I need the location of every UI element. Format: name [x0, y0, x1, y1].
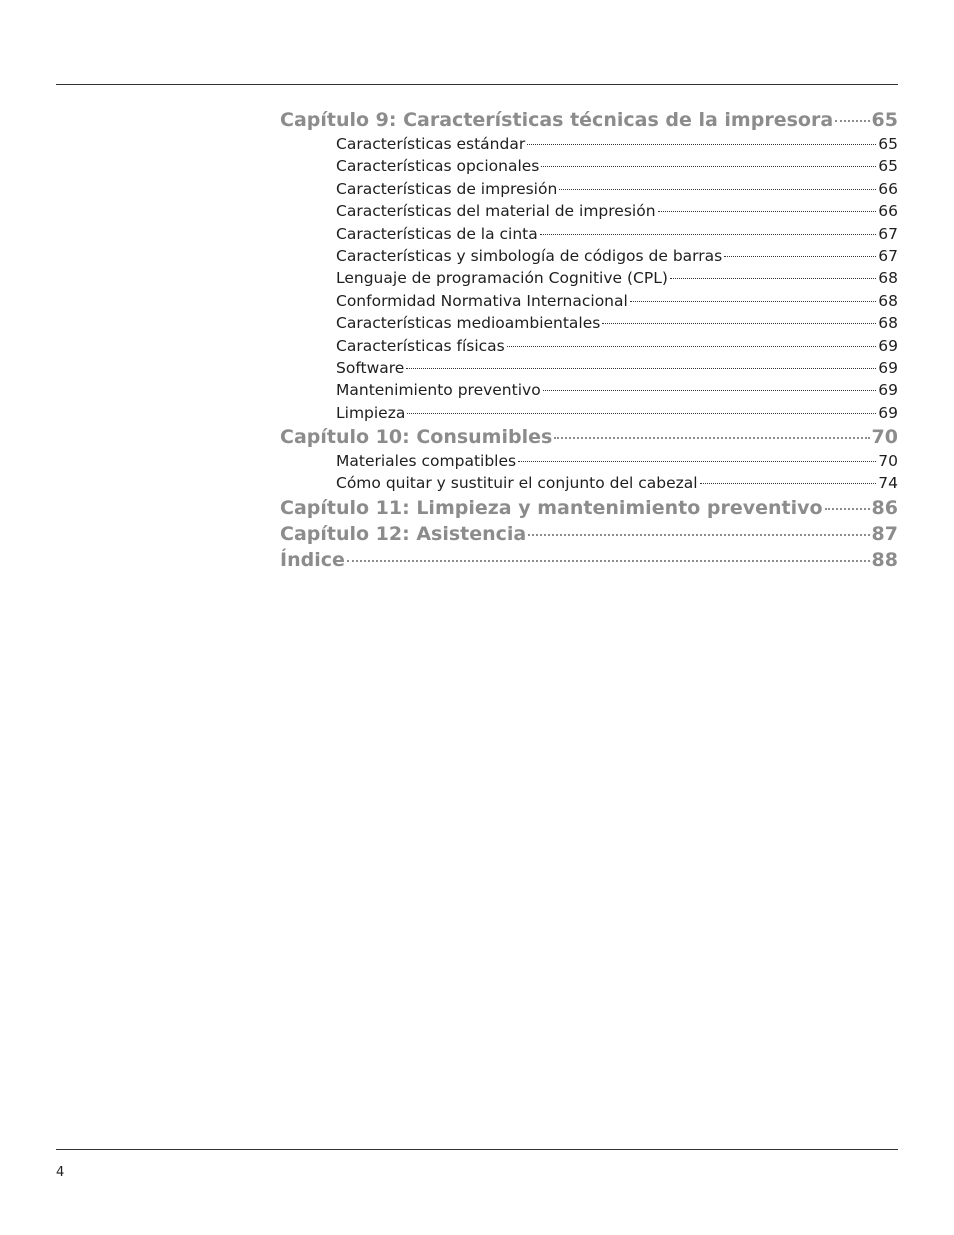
toc-entry-title: Características del material de impresión [336, 202, 656, 221]
toc-section-link[interactable] [280, 450, 898, 472]
table-of-contents [280, 107, 898, 573]
toc-entry-page: 65 [871, 109, 898, 131]
toc-entry-title: Lenguaje de programación Cognitive (CPL) [336, 269, 668, 288]
toc-entry-title: Características físicas [336, 336, 505, 355]
dot-leader [835, 120, 869, 122]
toc-entry-title: Características medioambientales [336, 314, 601, 333]
toc-entry-page: 67 [878, 224, 898, 243]
toc-entry-page: 69 [878, 403, 898, 422]
dot-leader [559, 189, 876, 190]
toc-section-link[interactable] [280, 402, 898, 424]
toc-entry-title: Características estándar [336, 135, 526, 153]
toc-section-link[interactable] [280, 155, 898, 177]
toc-section-link[interactable] [280, 200, 898, 222]
toc-chapter-link[interactable] [280, 547, 898, 573]
toc-entry-title: Características opcionales [336, 157, 540, 176]
toc-section-link[interactable] [280, 133, 898, 155]
dot-leader [543, 390, 877, 391]
dot-leader [554, 437, 869, 439]
toc-section-link[interactable] [280, 357, 898, 379]
toc-entry-title: Limpieza [336, 403, 406, 422]
toc-entry-page: 70 [878, 452, 898, 471]
dot-leader [518, 461, 876, 462]
dot-leader [724, 256, 876, 257]
toc-entry-page: 68 [878, 291, 898, 310]
toc-entry-title: Capítulo 11: Limpieza y mantenimiento preventivo [280, 496, 823, 519]
toc-entry-page: 69 [878, 381, 898, 400]
toc-section-link[interactable] [280, 178, 898, 200]
toc-entry-page: 70 [871, 426, 898, 449]
toc-section-link[interactable] [280, 472, 898, 494]
toc-entry-page: 65 [878, 157, 898, 176]
toc-entry-title: Capítulo 9: Características técnicas de la impresora [280, 109, 834, 131]
toc-chapter-link[interactable] [280, 424, 898, 450]
toc-entry-page: 86 [871, 496, 898, 519]
toc-section-link[interactable] [280, 335, 898, 357]
toc-section-link[interactable] [280, 267, 898, 289]
toc-section-link[interactable] [280, 245, 898, 267]
toc-section-link[interactable] [280, 312, 898, 334]
page-number: 4 [56, 1165, 65, 1180]
toc-chapter-link[interactable] [280, 521, 898, 547]
dot-leader [407, 413, 876, 414]
dot-leader [406, 368, 876, 369]
dot-leader [602, 323, 876, 324]
dot-leader [658, 211, 877, 212]
toc-entry-title: Capítulo 10: Consumibles [280, 426, 553, 449]
toc-entry-page: 69 [878, 336, 898, 355]
toc-entry-title: Mantenimiento preventivo [336, 381, 541, 400]
dot-leader [825, 508, 870, 510]
dot-leader [541, 166, 876, 167]
toc-entry-title: Características y simbología de códigos de barras [336, 246, 723, 265]
toc-entry-title: Índice [280, 548, 345, 571]
dot-leader [507, 346, 877, 347]
toc-entry-title: Software [336, 358, 405, 377]
dot-leader [347, 560, 870, 562]
toc-entry-page: 65 [878, 135, 898, 153]
toc-entry-page: 66 [878, 202, 898, 221]
toc-section-link[interactable] [280, 223, 898, 245]
toc-entry-title: Cómo quitar y sustituir el conjunto del cabezal [336, 474, 698, 493]
toc-chapter-link[interactable] [280, 495, 898, 521]
toc-entry-title: Características de impresión [336, 179, 558, 198]
toc-entry-page: 74 [878, 474, 898, 493]
footer-rule [56, 1149, 898, 1150]
toc-entry-page: 67 [878, 246, 898, 265]
dot-leader [540, 234, 877, 235]
header-rule [56, 84, 898, 85]
toc-entry-page: 69 [878, 358, 898, 377]
toc-section-link[interactable] [280, 290, 898, 312]
toc-entry-title: Conformidad Normativa Internacional [336, 291, 628, 310]
dot-leader [670, 278, 876, 279]
dot-leader [527, 144, 876, 145]
toc-entry-title: Características de la cinta [336, 224, 538, 243]
toc-entry-title: Capítulo 12: Asistencia [280, 522, 527, 545]
dot-leader [630, 301, 876, 302]
toc-entry-page: 68 [878, 314, 898, 333]
toc-entry-page: 87 [871, 522, 898, 545]
toc-entry-title: Materiales compatibles [336, 452, 517, 471]
toc-entry-page: 68 [878, 269, 898, 288]
toc-entry-page: 66 [878, 179, 898, 198]
dot-leader [700, 483, 877, 484]
toc-section-link[interactable] [280, 379, 898, 401]
dot-leader [528, 534, 869, 536]
toc-chapter-link[interactable] [280, 107, 898, 133]
toc-entry-page: 88 [871, 548, 898, 571]
